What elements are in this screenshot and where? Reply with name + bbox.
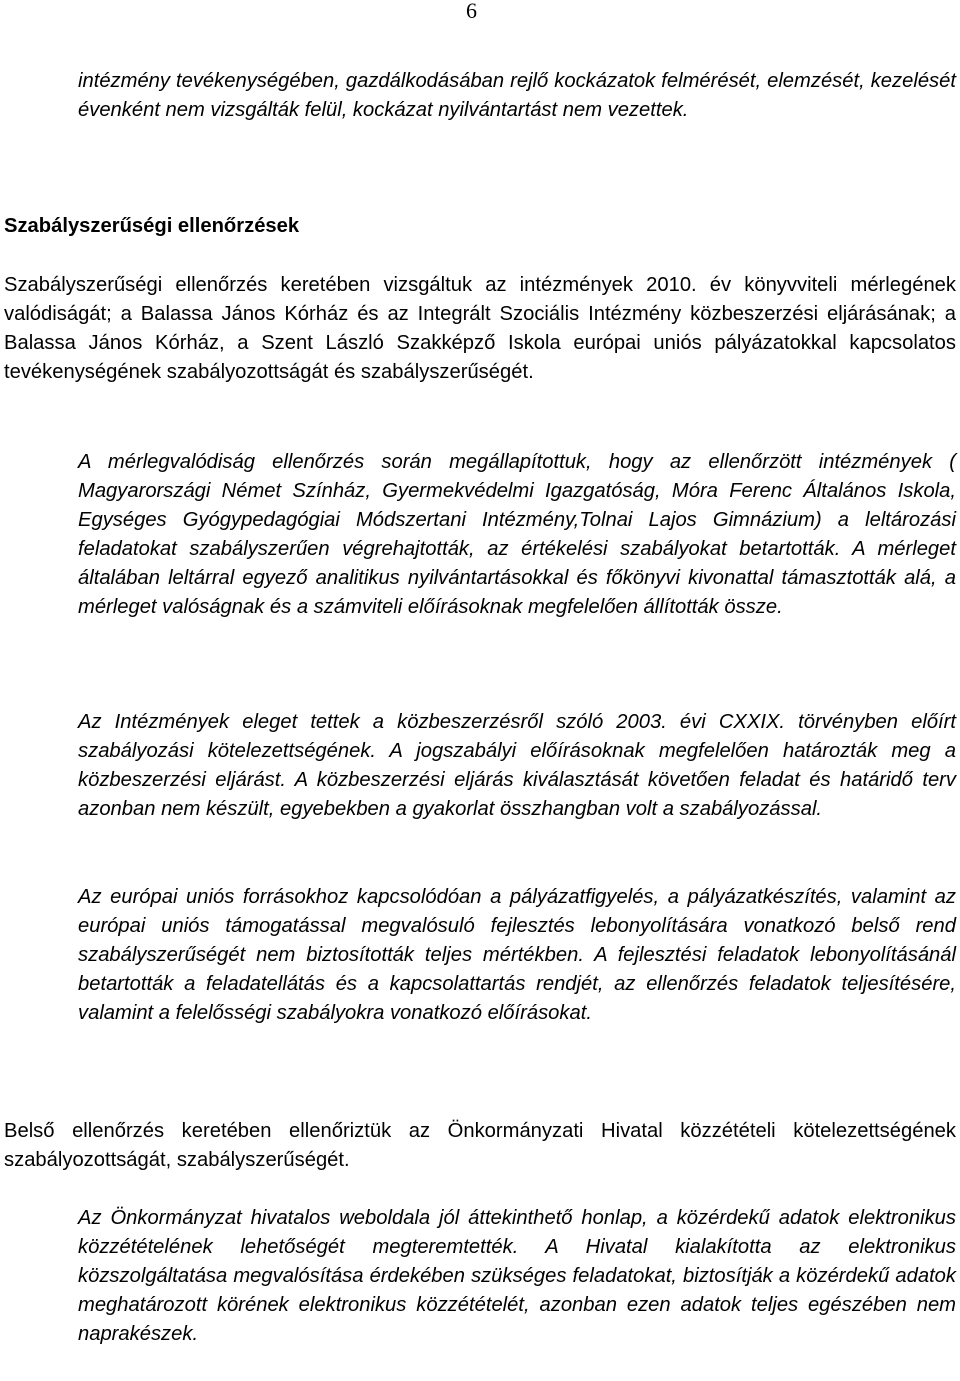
eu-funding-finding: Az európai uniós forrásokhoz kapcsolódóan a pályázatfigyelés, a pályázatkészítés, valamint az európai uniós támogatással megvalósuló fejlesztés lebonyolítására vonatkozó belső rend szabályszerűségét nem biztosították teljes mértékben. A fejlesztési feladatok lebonyolításánál betartották a feladatellátás és a kapcsolattartás rendjét, az ellenőrzés feladatok teljesítésére, valamint a felelősségi szabályokra vonatkozó előírásokat. [78, 886, 956, 1024]
page-number: 6 [466, 0, 477, 23]
procurement-finding: Az Intézmények eleget tettek a közbeszerzésről szóló 2003. évi CXXIX. törvényben előírt szabályozási kötelezettségének. A jogszabályi előírásoknak megfelelően határozták meg a közbeszerzési eljárást. A közbeszerzési eljárás kiválasztását követően feladat és határidő terv azonban nem készült, egyebekben a gyakorlat összhangban volt a szabályozással. [78, 711, 956, 820]
section-heading: Szabályszerűségi ellenőrzések [4, 215, 300, 237]
internal-audit-paragraph: Belső ellenőrzés keretében ellenőriztük az Önkormányzati Hivatal közzétételi kötelezettségének szabályozottságát, szabályszerűségét. [4, 1120, 956, 1171]
balance-audit-finding: A mérlegvalódiság ellenőrzés során megállapítottuk, hogy az ellenőrzött intézmények ( Magyarországi Német Színház, Gyermekvédelmi Igazgatóság, Móra Ferenc Általános Iskola, Egységes Gyógypedagógiai Módszertani Intézmény,Tolnai Lajos Gimnázium) a leltározási feladatokat szabályszerűen végrehajtották, az értékelési szabályokat betartották. A mérleget általában leltárral egyező analitikus nyilvántartásokkal és főkönyvi kivonattal támasztották alá, a mérleget valóságnak és a számviteli előírásoknak megfelelően állították össze. [78, 451, 956, 618]
audit-scope-paragraph: Szabályszerűségi ellenőrzés keretében vizsgáltuk az intézmények 2010. év könyvviteli mérlegének valódiságát; a Balassa János Kórház és az Integrált Szociális Intézmény közbeszerzési eljárásának; a Balassa János Kórház, a Szent László Szakképző Iskola európai uniós pályázatokkal kapcsolatos tevékenységének szabályozottságát és szabályszerűségét. [4, 274, 956, 383]
intro-paragraph: intézmény tevékenységében, gazdálkodásában rejlő kockázatok felmérését, elemzését, kezelését évenként nem vizsgálták felül, kockázat nyilvántartást nem vezettek. [78, 70, 956, 121]
website-finding: Az Önkormányzat hivatalos weboldala jól áttekinthető honlap, a közérdekű adatok elektronikus közzétételének lehetőségét megteremtették. A Hivatal kialakította az elektronikus közszolgáltatása megvalósítása érdekében szükséges feladatokat, biztosítják a közérdekű adatok meghatározott körének elektronikus közzétételét, azonban ezen adatok teljes egészében nem naprakészek. [78, 1207, 956, 1345]
